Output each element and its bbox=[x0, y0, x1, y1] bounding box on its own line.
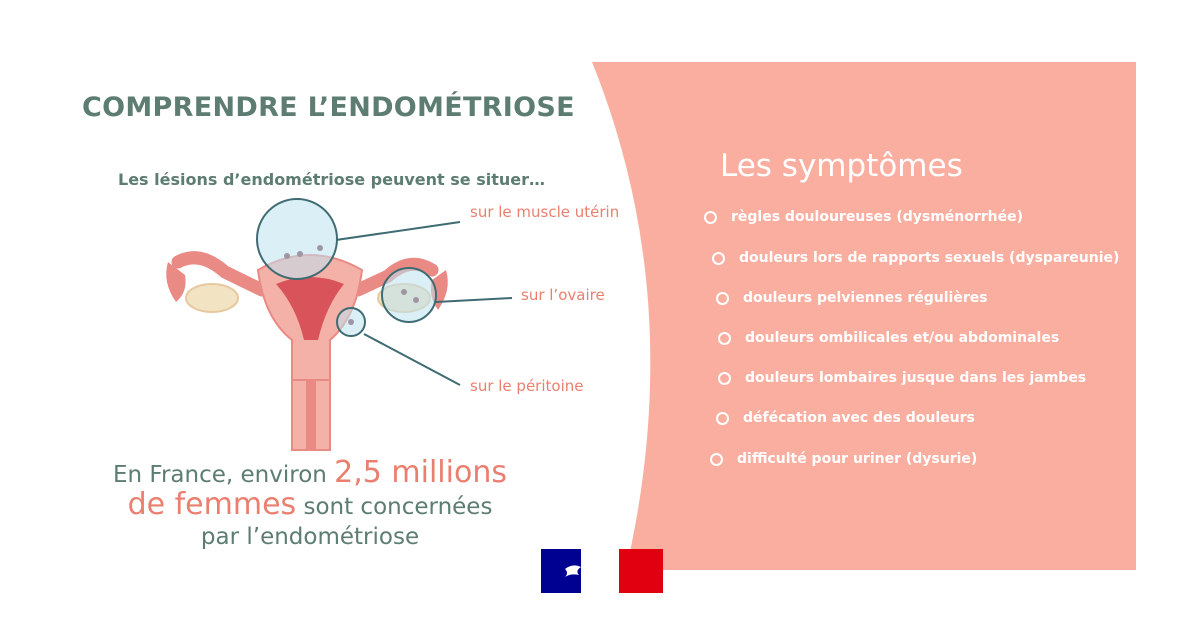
symptom-text: douleurs ombilicales et/ou abdominales bbox=[745, 330, 1060, 346]
symptom-text: douleurs lombaires jusque dans les jambes bbox=[745, 370, 1087, 386]
symptom-text: défécation avec des douleurs bbox=[743, 410, 975, 426]
symptoms-title: Les symptômes bbox=[720, 148, 963, 184]
label-peritoneum: sur le péritoine bbox=[470, 377, 584, 395]
symptom-item bbox=[704, 209, 1023, 225]
circle-bullet-icon bbox=[718, 332, 731, 345]
circle-bullet-icon bbox=[710, 453, 723, 466]
page-subtitle: Les lésions d’endométriose peuvent se situer… bbox=[118, 170, 545, 189]
symptom-text: règles douloureuses (dysménorrhée) bbox=[731, 209, 1024, 225]
symptom-item bbox=[718, 330, 1059, 346]
statistic-line-3: par l’endométriose bbox=[200, 524, 420, 550]
statistic-prefix: En France, environ bbox=[113, 462, 335, 488]
circle-bullet-icon bbox=[718, 372, 731, 385]
symptom-item bbox=[716, 410, 975, 426]
marianne-logo bbox=[541, 549, 663, 593]
label-ovary: sur l’ovaire bbox=[521, 286, 605, 304]
circle-bullet-icon bbox=[716, 292, 729, 305]
symptom-text: difficulté pour uriner (dysurie) bbox=[737, 451, 978, 467]
statistic-highlight-count: 2,5 millions bbox=[334, 455, 507, 490]
symptom-item bbox=[716, 290, 988, 306]
symptom-item bbox=[712, 250, 1119, 266]
label-muscle: sur le muscle utérin bbox=[470, 203, 620, 221]
symptom-text: douleurs pelviennes régulières bbox=[743, 290, 988, 306]
circle-bullet-icon bbox=[716, 412, 729, 425]
circle-bullet-icon bbox=[712, 252, 725, 265]
statistic-highlight-women: de femmes bbox=[127, 487, 297, 522]
symptom-item bbox=[710, 451, 977, 467]
statistic-middle: sont concernées bbox=[296, 494, 493, 520]
page-title: COMPRENDRE L’ENDOMÉTRIOSE bbox=[82, 92, 575, 123]
symptom-text: douleurs lors de rapports sexuels (dyspareunie) bbox=[739, 250, 1120, 266]
circle-bullet-icon bbox=[704, 211, 717, 224]
symptom-item bbox=[718, 370, 1086, 386]
